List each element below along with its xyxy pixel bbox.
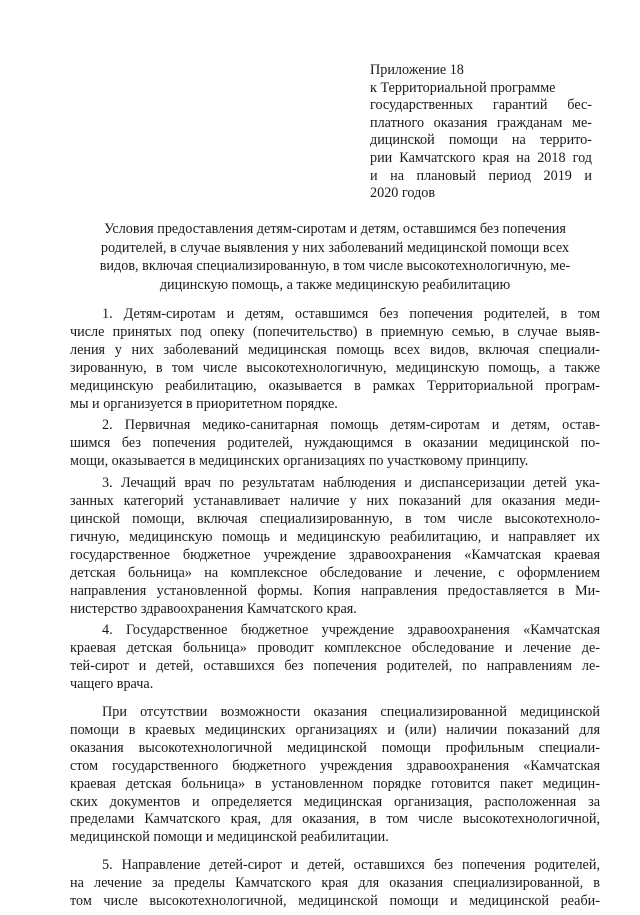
paragraph-line: том числе высокотехнологичной, медицинской помощи и медицинской реаби-: [70, 893, 600, 910]
paragraph-line: ских документов и определяется медицинская организация, расположенная за: [70, 793, 600, 810]
paragraph-line: медицинскую реабилитацию, оказывается в рамках Территориальной програм-: [70, 377, 600, 394]
title-line: Условия предоставления детям-сиротам и детям, оставшимся без попечения: [104, 221, 566, 237]
appendix-line: 2020 годов: [370, 185, 436, 202]
appendix-line: к Территориальной программе: [370, 79, 556, 96]
paragraph-line: нистерство здравоохранения Камчатского края.: [70, 600, 357, 617]
document-title: [70, 220, 600, 294]
paragraph-5: [70, 857, 600, 911]
paragraph-line: на лечение за пределы Камчатского края для оказания специализированной, в: [70, 875, 600, 892]
paragraph-1: [70, 306, 600, 413]
paragraph-line: гичную, медицинскую помощь и медицинскую реабилитацию, и направляет их: [70, 528, 600, 545]
appendix-line: государственных гарантий бес-: [370, 97, 592, 114]
paragraph-line: мощи, оказывается в медицинских организациях по участковому принципу.: [70, 453, 529, 470]
paragraph-line: чащего врача.: [70, 676, 154, 693]
paragraph-line: пределами Камчатского края, для оказания, в том числе высокотехнологичной,: [70, 811, 600, 828]
appendix-line: дицинской помощи на террито-: [370, 132, 592, 149]
paragraph-line: 1. Детям-сиротам и детям, оставшимся без попечения родителей, в том: [102, 306, 600, 322]
paragraph-line: ления у них заболеваний медицинская помощь всех видов, включая специали-: [70, 341, 600, 358]
paragraph-line: шимся без попечения родителей, нуждающимся в оказании медицинской по-: [70, 435, 600, 452]
paragraph-line: 5. Направление детей-сирот и детей, оставшихся без попечения родителей,: [102, 857, 600, 874]
paragraph-2: [70, 417, 600, 471]
paragraph-3: [70, 475, 600, 618]
paragraph-4: [70, 622, 600, 694]
paragraph-line: цинской помощи, включая специализированную, в том числе высокотехноло-: [70, 510, 600, 527]
paragraph-line: 3. Лечащий врач по результатам наблюдения и диспансеризации детей ука-: [102, 475, 600, 492]
title-line: родителей, в случае выявления у них заболеваний медицинской помощи всех: [100, 239, 570, 256]
paragraph-line: занных категорий устанавливает наличие у них показаний для оказания меди-: [70, 493, 600, 510]
appendix-line: рии Камчатского края на 2018 год: [370, 149, 592, 166]
appendix-line: и на плановый период 2019 и: [370, 167, 592, 184]
paragraph-line: медицинской помощи и медицинской реабилитации.: [70, 829, 389, 846]
document-body: [70, 306, 600, 915]
paragraph-line: детская больница» на комплексное обследование и лечение, с оформлением: [70, 564, 600, 581]
paragraph-line: направления установленной формы. Копия направления предоставляется в Ми-: [70, 582, 600, 599]
title-line: дицинскую помощь, а также медицинскую реабилитацию: [159, 276, 511, 293]
paragraph-line: зированную, в том числе высокотехнологичную, медицинскую помощь, а также: [70, 359, 600, 376]
paragraph-line: краевая детская больница» в установленном порядке готовится пакет медицин-: [70, 775, 600, 792]
paragraph-line: числе принятых под опеку (попечительство) в приемную семью, в случае выяв-: [70, 323, 600, 340]
paragraph-line: 4. Государственное бюджетное учреждение здравоохранения «Камчатская: [102, 622, 600, 639]
paragraph-line: краевая детская больница» проводит комплексное обследование и лечение де-: [70, 640, 600, 657]
paragraph-line: 2. Первичная медико-санитарная помощь детям-сиротам и детям, остав-: [102, 417, 600, 434]
paragraph-line: тей-сирот и детей, оставшихся без попечения родителей, по направлениям ле-: [70, 658, 600, 675]
title-line: видов, включая специализированную, в том числе высокотехнологичную, ме-: [99, 258, 571, 274]
paragraph-line: мы и организуется в приоритетном порядке.: [70, 395, 338, 412]
paragraph-4-continued: [70, 704, 600, 847]
appendix-line: Приложение 18: [370, 62, 464, 78]
paragraph-line: оказания высокотехнологичной медицинской помощи профильным специали-: [70, 739, 600, 756]
paragraph-line: стом государственного бюджетного учреждения здравоохранения «Камчатская: [70, 757, 600, 774]
paragraph-line: государственное бюджетное учреждение здравоохранения «Камчатская краевая: [70, 546, 600, 563]
appendix-header: [370, 62, 592, 203]
paragraph-line: помощи в краевых медицинских организациях и (или) наличии показаний для: [70, 721, 600, 738]
appendix-line: платного оказания гражданам ме-: [370, 114, 592, 131]
paragraph-line: При отсутствии возможности оказания специализированной медицинской: [102, 704, 600, 721]
